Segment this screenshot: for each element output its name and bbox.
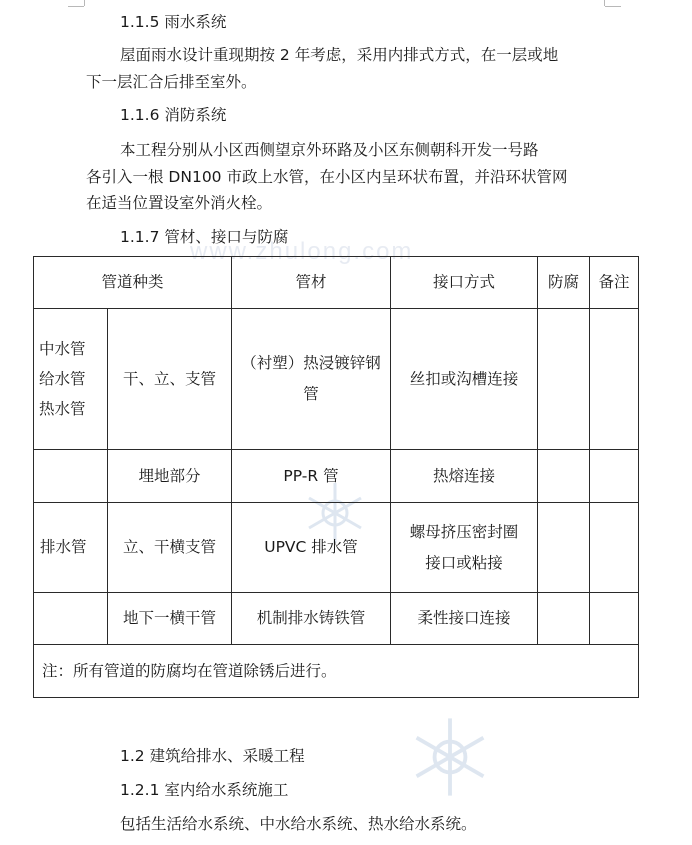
heading-1-1-5: 1.1.5 雨水系统	[120, 13, 227, 31]
paragraph-fire-line-2: 各引入一根 DN100 市政上水管，在小区内呈环状布置，并沿环状管网	[86, 168, 568, 186]
cell-material: PP-R 管	[232, 450, 391, 503]
watermark-text: www.zhulong.com	[190, 238, 414, 265]
pipe-type-supply: 给水管	[39, 370, 86, 388]
material-line-b: 管	[303, 385, 319, 403]
table-row	[34, 309, 639, 450]
cell-sub-type: 干、立、支管	[108, 309, 232, 450]
joint-line-b: 接口或粘接	[425, 553, 503, 572]
heading-1-2: 1.2 建筑给排水、采暖工程	[120, 747, 305, 765]
paragraph-rain-line-2: 下一层汇合后排至室外。	[86, 73, 257, 91]
cell-sub-type: 地下一横干管	[108, 593, 232, 645]
table-row	[34, 450, 639, 503]
cell-material	[232, 309, 391, 450]
cell-anticorrosion	[538, 450, 590, 503]
table-header-row	[34, 257, 639, 309]
cell-remark	[590, 309, 639, 450]
table-row	[34, 593, 639, 645]
cell-material: UPVC 排水管	[232, 503, 391, 593]
cell-empty-type	[34, 450, 108, 503]
paragraph-rain-line-1: 屋面雨水设计重现期按 2 年考虑，采用内排式方式，在一层或地	[120, 46, 559, 64]
header-joint: 接口方式	[391, 257, 538, 309]
cell-remark	[590, 503, 639, 593]
joint-line-a: 螺母挤压密封圈	[409, 522, 519, 541]
cell-joint: 热熔连接	[391, 450, 538, 503]
cell-material: 机制排水铸铁管	[232, 593, 391, 645]
cell-anticorrosion	[538, 309, 590, 450]
material-line-a: （衬塑）热浸镀锌钢	[241, 354, 381, 372]
cell-water-pipe-types	[34, 309, 108, 450]
paragraph-indoor-water: 包括生活给水系统、中水给水系统、热水给水系统。	[120, 815, 477, 833]
cell-sub-type: 立、干横支管	[108, 503, 232, 593]
heading-1-1-6: 1.1.6 消防系统	[120, 106, 227, 124]
header-material: 管材	[232, 257, 391, 309]
page-corner-mark-right-h	[605, 6, 621, 7]
table-note-row	[34, 645, 639, 698]
cell-remark	[590, 593, 639, 645]
header-remark: 备注	[590, 257, 639, 309]
cell-drain-pipe-type: 排水管	[34, 503, 108, 593]
page-corner-mark-left	[84, 0, 85, 6]
cell-joint: 丝扣或沟槽连接	[391, 309, 538, 450]
pipe-type-hot: 热水管	[39, 400, 86, 418]
paragraph-fire-line-3: 在适当位置设室外消火栓。	[86, 194, 273, 212]
heading-1-1-7: 1.1.7 管材、接口与防腐	[120, 228, 289, 246]
table-note: 注：所有管道的防腐均在管道除锈后进行。	[34, 645, 639, 698]
pipe-type-reclaimed: 中水管	[39, 340, 86, 358]
cell-remark	[590, 450, 639, 503]
cell-joint	[391, 503, 538, 593]
watermark-snowflake-icon-2	[405, 712, 495, 802]
paragraph-fire-line-1: 本工程分别从小区西侧望京外环路及小区东侧朝科开发一号路	[120, 141, 539, 159]
page-corner-mark-left-h	[68, 6, 84, 7]
header-pipe-type: 管道种类	[34, 257, 232, 309]
heading-1-2-1: 1.2.1 室内给水系统施工	[120, 781, 289, 799]
cell-empty-type	[34, 593, 108, 645]
cell-sub-type: 埋地部分	[108, 450, 232, 503]
cell-joint: 柔性接口连接	[391, 593, 538, 645]
table-row	[34, 503, 639, 593]
header-anticorrosion: 防腐	[538, 257, 590, 309]
pipe-material-table	[33, 256, 639, 698]
cell-anticorrosion	[538, 593, 590, 645]
cell-anticorrosion	[538, 503, 590, 593]
